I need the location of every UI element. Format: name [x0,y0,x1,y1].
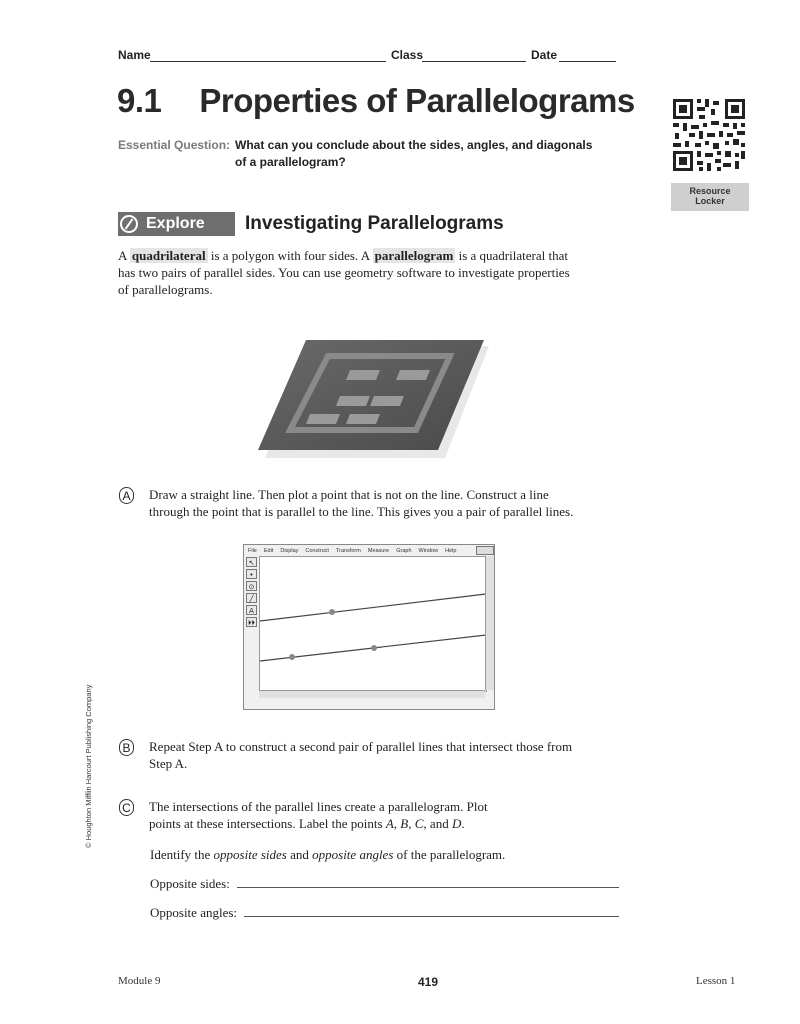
menu-transform[interactable]: Transform [335,548,361,554]
compass-tool-icon[interactable]: ⊙ [246,581,257,591]
point-on-line-2-right[interactable] [371,645,377,651]
point-tool-icon[interactable]: • [246,569,257,579]
page-number: 419 [418,975,439,989]
date-field[interactable] [559,49,616,62]
parallel-line-1[interactable] [260,594,486,621]
menu-construct[interactable]: Construct [305,548,329,554]
step-c-marker: C [119,799,134,816]
menu-help[interactable]: Help [445,548,457,554]
menu-window[interactable]: Window [418,548,439,554]
menu-file[interactable]: File [248,548,257,554]
explore-label: Explore [146,215,205,232]
arrow-tool-icon[interactable]: ↖ [246,557,257,567]
horizontal-scrollbar[interactable] [259,690,485,698]
qr-code-icon[interactable] [671,97,747,173]
menu-graph[interactable]: Graph [396,548,412,554]
identify-instruction: Identify the opposite sides and opposite angles of the parallelogram. [150,847,506,862]
menu-bar [248,547,488,555]
section-title: Investigating Parallelograms [245,213,504,234]
lesson-title: Properties of Parallelograms [199,82,635,119]
essential-question-label: Essential Question: [118,138,231,152]
name-label: Name [118,48,151,62]
step-b-text: Repeat Step A to construct a second pair of parallel lines that intersect those from Step A. [149,739,573,771]
menu-measure[interactable]: Measure [367,548,390,554]
text-tool-icon[interactable]: A [246,605,257,615]
menu-display[interactable]: Display [280,548,299,554]
vertical-scrollbar[interactable] [485,556,494,690]
term-parallelogram: parallelogram [374,248,454,263]
geometry-software-window [243,544,495,710]
lesson-number: 9.1 [117,82,162,119]
step-c-text: The intersections of the parallel lines create a parallelogram. Plot points at these intersections. Label the points A, B, C, and D. [149,799,488,831]
date-label: Date [531,48,558,62]
point-on-line-1[interactable] [329,609,335,615]
name-field[interactable] [150,49,386,62]
page-title [117,82,635,120]
intro-paragraph: A quadrilateral is a polygon with four sides. A parallelogram is a quadrilateral that has two pairs of parallel sides. You can use geometry software to investigate properties of parallelograms. [118,248,570,297]
opposite-sides-answer[interactable] [237,873,619,888]
class-label: Class [391,48,424,62]
compass-icon [120,215,138,233]
step-a-text: Draw a straight line. Then plot a point that is not on the line. Construct a line through the point that is parallel to the line. This gives you a pair of parallel lines. [149,487,574,519]
class-field[interactable] [422,49,526,62]
opposite-angles-answer[interactable] [244,902,619,917]
opposite-angles-label: Opposite angles: [150,905,238,920]
sketch-canvas[interactable] [259,556,487,692]
opposite-sides-label: Opposite sides: [150,876,230,891]
line-tool-icon[interactable]: ╱ [246,593,257,603]
module-label: Module 9 [118,975,161,987]
window-controls[interactable] [476,546,494,555]
menu-edit[interactable]: Edit [263,548,274,554]
lesson-label: Lesson 1 [696,975,736,987]
step-b-marker: B [119,739,134,756]
parallelogram-photo [250,330,490,465]
step-a-marker: A [119,487,134,504]
explore-badge [118,212,235,236]
essential-question-text: What can you conclude about the sides, angles, and diagonals of a parallelogram? [235,138,593,169]
point-on-line-2-left[interactable] [289,654,295,660]
copyright-notice: © Houghton Mifflin Harcourt Publishing Company [84,684,93,848]
resource-locker-button[interactable]: Resource Locker [671,183,749,211]
custom-tool-icon[interactable]: ⏵⏵ [248,619,255,627]
term-quadrilateral: quadrilateral [131,248,206,263]
toolbox [246,557,259,631]
